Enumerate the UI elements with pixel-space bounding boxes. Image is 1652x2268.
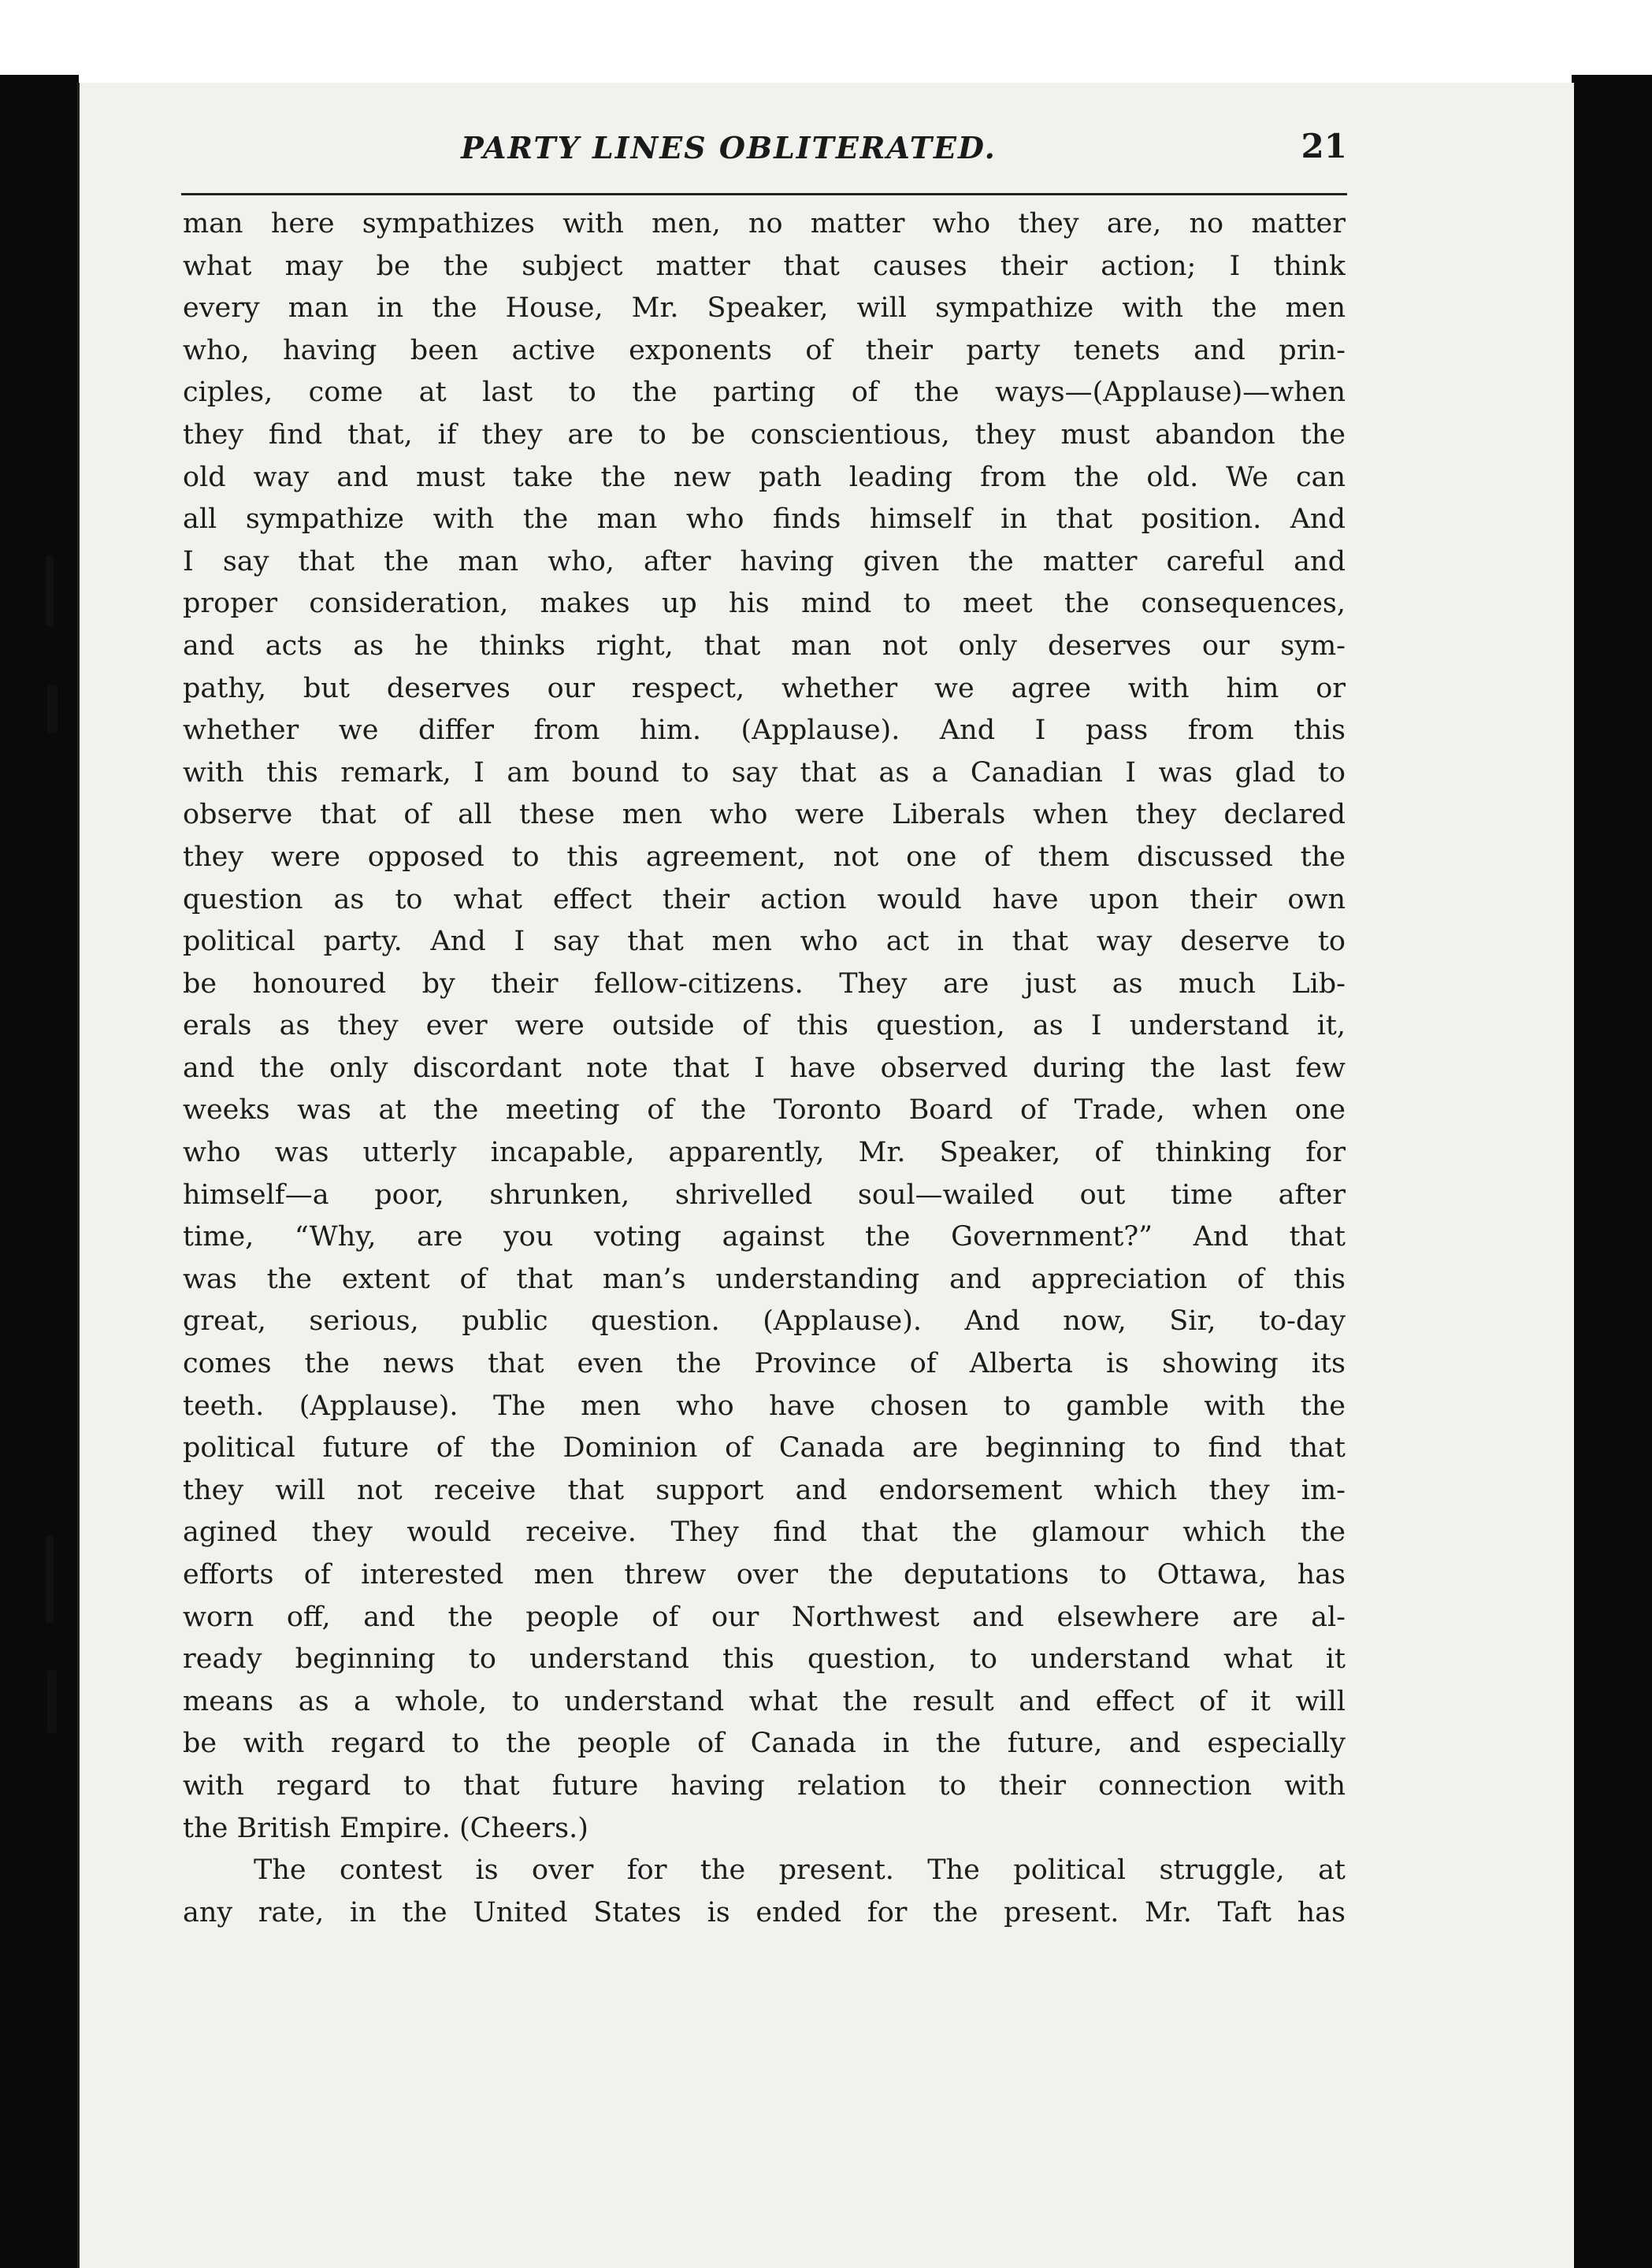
text-line: himself—a poor, shrunken, shrivelled soul—wailed out time after — [183, 1179, 1346, 1211]
text-line: old way and must take the new path leading from the old. We can — [183, 461, 1346, 493]
text-line: worn off, and the people of our Northwest and elsewhere are al- — [183, 1601, 1346, 1633]
margin-mark — [46, 555, 54, 626]
text-line: who, having been active exponents of their party tenets and prin- — [183, 334, 1346, 366]
text-line: and the only discordant note that I have observed during the last few — [183, 1052, 1346, 1084]
scan-top-margin — [0, 0, 1652, 79]
margin-mark — [47, 685, 58, 733]
running-header — [181, 122, 1347, 195]
text-line: political party. And I say that men who act in that way deserve to — [183, 926, 1346, 958]
text-line: any rate, in the United States is ended for the present. Mr. Taft has — [183, 1896, 1346, 1928]
text-line: efforts of interested men threw over the deputations to Ottawa, has — [183, 1559, 1346, 1591]
text-line: agined they would receive. They find that the glamour which the — [183, 1516, 1346, 1549]
text-line: observe that of all these men who were Liberals when they declared — [183, 799, 1346, 831]
text-line: what may be the subject matter that causes their action; I think — [183, 250, 1346, 282]
text-line: all sympathize with the man who finds himself in that position. And — [183, 503, 1346, 536]
text-line: be with regard to the people of Canada in the future, and especially — [183, 1728, 1346, 1760]
text-line: teeth. (Applause). The men who have chosen to gamble with the — [183, 1390, 1346, 1422]
scan-right-border — [1572, 75, 1652, 2268]
text-line: great, serious, public question. (Applause). And now, Sir, to-day — [183, 1305, 1346, 1338]
text-line: time, “Why, are you voting against the Government?” And that — [183, 1221, 1346, 1253]
text-line: they find that, if they are to be conscientious, they must abandon the — [183, 418, 1346, 451]
text-line: they were opposed to this agreement, not one of them discussed the — [183, 841, 1346, 873]
page-number: 21 — [1301, 127, 1347, 165]
text-line: was the extent of that man’s understanding and appreciation of this — [183, 1263, 1346, 1295]
text-line: I say that the man who, after having given the matter careful and — [183, 545, 1346, 577]
text-line: political future of the Dominion of Canada are beginning to find that — [183, 1432, 1346, 1464]
text-line: erals as they ever were outside of this question, as I understand it, — [183, 1010, 1346, 1042]
body-text — [183, 203, 1346, 1934]
text-line: question as to what effect their action would have upon their own — [183, 883, 1346, 915]
text-line: with this remark, I am bound to say that as a Canadian I was glad to — [183, 756, 1346, 789]
text-line: man here sympathizes with men, no matter who they are, no matter — [183, 208, 1346, 239]
text-line: The contest is over for the present. The political struggle, at — [254, 1854, 1346, 1887]
scan-left-border — [0, 75, 79, 2268]
margin-mark — [46, 1536, 54, 1623]
text-line: ready beginning to understand this question, to understand what it — [183, 1643, 1346, 1676]
margin-mark — [47, 1670, 57, 1733]
text-line: means as a whole, to understand what the result and effect of it will — [183, 1685, 1346, 1717]
text-line: they will not receive that support and endorsement which they im- — [183, 1474, 1346, 1506]
text-line: every man in the House, Mr. Speaker, will sympathize with the men — [183, 292, 1346, 325]
text-line: comes the news that even the Province of Alberta is showing its — [183, 1348, 1346, 1380]
text-line: proper consideration, makes up his mind to meet the consequences, — [183, 588, 1346, 620]
text-line: be honoured by their fellow-citizens. They are just as much Lib- — [183, 967, 1346, 1000]
text-line: and acts as he thinks right, that man not only deserves our sym- — [183, 629, 1346, 662]
text-line: with regard to that future having relation to their connection with — [183, 1769, 1346, 1802]
text-line: who was utterly incapable, apparently, Mr. Speaker, of thinking for — [183, 1137, 1346, 1169]
running-title: PARTY LINES OBLITERATED. — [461, 130, 997, 165]
text-line: whether we differ from him. (Applause). And I pass from this — [183, 715, 1346, 747]
text-line: pathy, but deserves our respect, whether we agree with him or — [183, 672, 1346, 704]
text-line: the British Empire. (Cheers.) — [183, 1812, 588, 1844]
text-line: ciples, come at last to the parting of the ways—(Applause)—when — [183, 377, 1346, 409]
text-line: weeks was at the meeting of the Toronto Board of Trade, when one — [183, 1094, 1346, 1127]
